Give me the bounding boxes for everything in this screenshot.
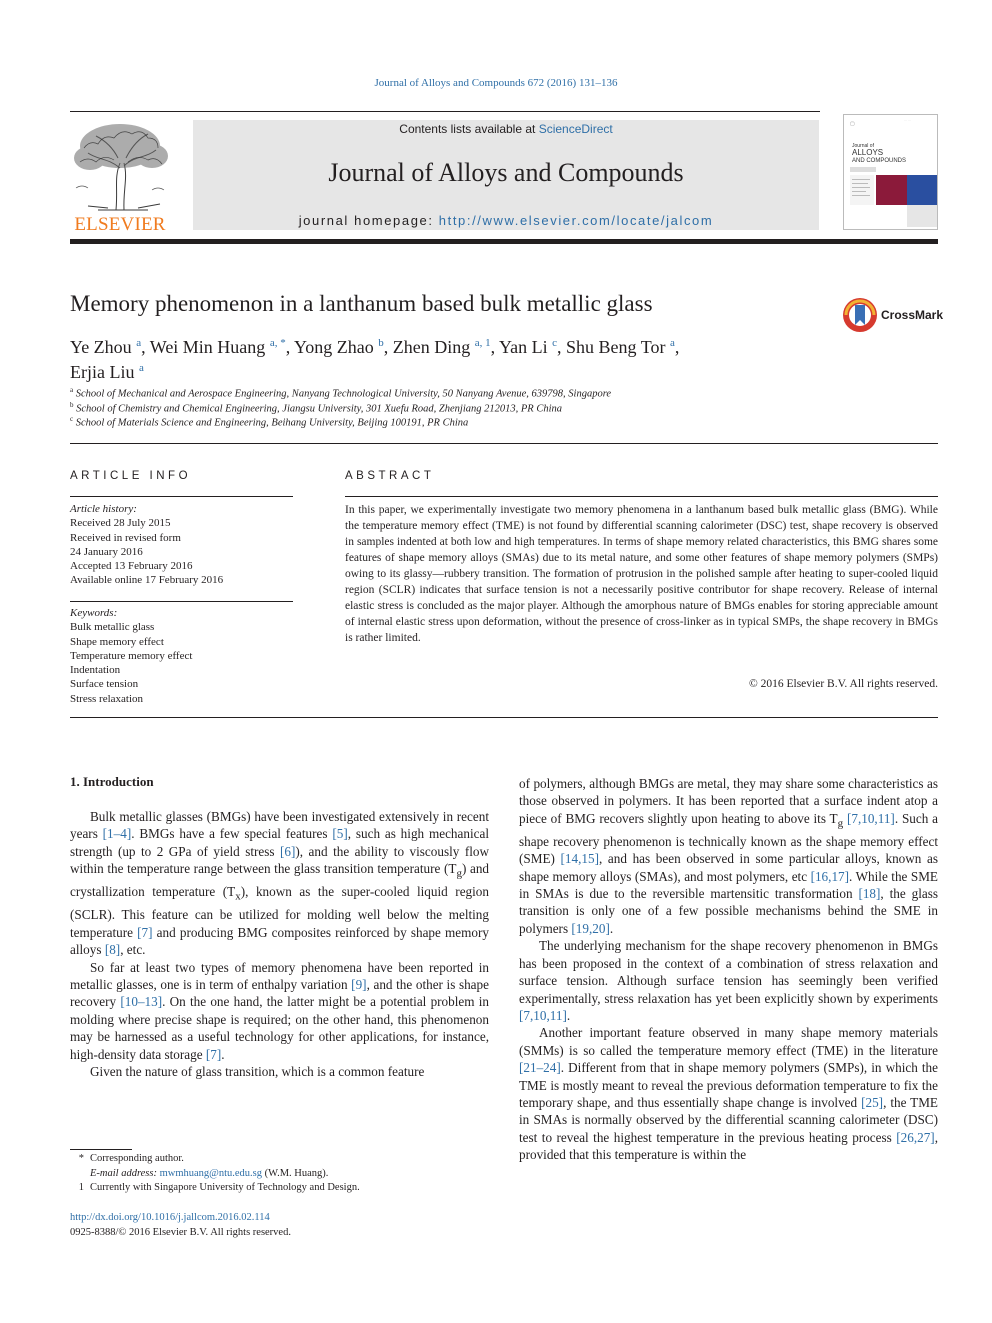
body-column-left: [70, 808, 489, 1080]
author[interactable]: Wei Min Huang $^{a, *}$: [149, 337, 286, 357]
crossmark-badge[interactable]: [841, 296, 944, 336]
citation-link[interactable]: [5]: [332, 826, 348, 842]
cover-line-2: ALLOYS: [852, 148, 884, 157]
divider: [70, 717, 938, 718]
footnote-email: E-mail address: mwmhuang@ntu.edu.sg (W.M. Huang).: [90, 1167, 329, 1179]
footnote-corresponding: * Corresponding author.: [78, 1153, 184, 1164]
journal-reference[interactable]: Journal of Alloys and Compounds 672 (2016) 131–136: [374, 77, 618, 89]
keyword: Temperature memory effect: [70, 649, 193, 662]
history-item: Accepted 13 February 2016: [70, 560, 193, 573]
elsevier-tree-icon: [68, 118, 172, 214]
svg-text:▢: ▢: [850, 121, 855, 127]
paragraph: Bulk metallic glasses (BMGs) have been investigated extensively in recent years [1–4]. BMGs have a few special features [5], such as high mechanical strength (up to 2 GPa of yield stress [6]), and the ability to viscously flow within the temperature range between the glass transition temperature $(T_g)$ and crystallization temperature $(T_x)$, known as the super-cooled liquid region (SCLR). This feature can be utilized for molding well below the melting temperature [7] and producing BMG composites reinforced by shape memory alloys [8], etc.: [70, 809, 490, 958]
section-heading: 1. Introduction: [70, 774, 154, 789]
history-item: Available online 17 February 2016: [70, 574, 224, 587]
keyword: Bulk metallic glass: [70, 621, 155, 634]
citation-link[interactable]: [25]: [861, 1094, 884, 1110]
journal-cover-thumbnail[interactable]: [843, 114, 938, 230]
history-label: Article history:: [70, 503, 137, 515]
svg-text:··· ···: ··· ···: [904, 118, 911, 122]
paragraph: Another important feature observed in many shape memory materials (SMMs) is so called the temperature memory effect (TME) in the literature [21–24]. Different from that in shape memory polymers (SMPs), in which the TME is mostly meant to reveal the previous deformation temperature to fix the temporary shape, and thus essentially shape change is involved [25], the TME in SMAs is normally observed by the differential scanning calorimeter (DSC) test to reveal the highest temperature in the previous heating process [26,27], provided that this temperature is within the: [519, 1025, 938, 1163]
footnote-1: 1 Currently with Singapore University of Technology and Design.: [78, 1182, 360, 1193]
divider: [70, 443, 938, 444]
citation-link[interactable]: [26,27]: [896, 1129, 935, 1145]
article-info-heading: ARTICLE INFO: [70, 470, 192, 482]
keywords: [70, 606, 192, 706]
citation-link[interactable]: [16,17]: [810, 868, 850, 884]
paper-title: Memory phenomenon in a lanthanum based bulk metallic glass: [70, 291, 653, 316]
history-item: 24 January 2016: [70, 545, 143, 558]
divider: [70, 496, 293, 497]
paragraph: of polymers, although BMGs are metal, they may share some characteristics as those observed in polymers. It has been reported that a surface indent atop a piece of BMG recovers slightly upon heating to above its $T_g$ [7,10,11]. Such a shape recovery phenomenon is technically known as the shape memory effect (SME) [14,15], and has been observed in some particular alloys, known as shape memory alloys (SMAs), and most polymers, etc [16,17]. While the SME in SMAs is due to the reversible martensitic transformation [18], the glass transition is only one of a few possible mechanisms behind the SME in polymers [19,20].: [519, 776, 939, 936]
citation-link[interactable]: [1–4]: [102, 826, 132, 842]
citation-link[interactable]: [8]: [104, 942, 121, 958]
citation-link[interactable]: [21–24]: [519, 1060, 561, 1076]
citation-link[interactable]: [10–13]: [120, 994, 163, 1010]
homepage-link[interactable]: http://www.elsevier.com/locate/jalcom: [438, 213, 714, 228]
elsevier-logo: [68, 118, 172, 236]
citation-link[interactable]: [7]: [205, 1046, 222, 1062]
contents-line: [193, 122, 819, 136]
keyword: Stress relaxation: [70, 692, 144, 705]
citation-link[interactable]: [19,20]: [571, 920, 610, 936]
citation-link[interactable]: [18]: [858, 886, 881, 902]
citation-link[interactable]: [7,10,11]: [846, 810, 895, 826]
abstract-copyright: © 2016 Elsevier B.V. All rights reserved.: [749, 678, 938, 690]
abstract-heading: ABSTRACT: [345, 470, 435, 482]
cover-line-3: AND COMPOUNDS: [852, 158, 907, 164]
journal-title: Journal of Alloys and Compounds: [328, 158, 684, 187]
keywords-label: Keywords:: [70, 607, 118, 619]
journal-masthead: [193, 120, 819, 230]
footnote-rule: [70, 1149, 132, 1150]
article-history: [70, 502, 223, 588]
citation-link[interactable]: [7]: [137, 924, 153, 940]
homepage-line: [193, 213, 819, 228]
affiliation: $^a$ School of Mechanical and Aerospace Engineering, Nanyang Technological University, 50 Nanyang Avenue, 639798, Singapore: [70, 386, 612, 400]
affiliation: $^b$ School of Chemistry and Chemical Engineering, Jiangsu University, 301 Xuefu Road, Zhenjiang 212013, PR China: [70, 401, 562, 415]
paragraph: The underlying mechanism for the shape recovery phenomenon in BMGs has been proposed in the context of a combination of stress relaxation and surface tension. Although surface tension has seemingly been verified experimentally, stress relaxation has yet been explicitly shown by experiments [7,10,11].: [519, 938, 938, 1023]
history-item: Received 28 July 2015: [70, 517, 171, 530]
author[interactable]: Zhen Ding $^{a, 1}$: [392, 337, 491, 357]
header-thick-rule: [70, 239, 938, 244]
keyword: Shape memory effect: [70, 635, 164, 648]
divider: [345, 496, 938, 497]
abstract-body: In this paper, we experimentally investigate two memory phenomena in a lanthanum based bulk metallic glass (BMG). While the temperature memory effect (TME) is not found by differential scanning calorimeter (DSC) test, shape recovery is observed in samples indented at both low and high temperatures. In terms of shape memory related characteristics, this BMG shares some features of shape memory alloys (SMAs) due to its metal nature, and some other features of shape memory polymers (SMPs) owing to its glassy—rubbery transition. The formation of protrusion in the polished sample after heating to super-cooled liquid region (SCLR) indicates that surface tension is not a necessarily positive contributor for shape recovery. Release of internal elastic stress is concluded as the major player. Although the amorphous nature of BMGs enables for storing appreciable amount of internal elastic stress upon deformation, without the presence of cross-linker as in typical SMPs, the shape recovery in BMGs is rather limited.: [345, 504, 938, 644]
paragraph: Given the nature of glass transition, which is a common feature: [90, 1063, 425, 1079]
author[interactable]: Erjia Liu $^a$: [70, 362, 144, 382]
contents-prefix: Contents lists available at: [399, 122, 539, 136]
author[interactable]: Ye Zhou $^a$: [70, 337, 142, 357]
citation-link[interactable]: [9]: [351, 976, 367, 992]
keyword: Indentation: [70, 664, 121, 677]
author[interactable]: Shu Beng Tor $^a$: [566, 337, 675, 357]
author[interactable]: Yong Zhao $^b$: [294, 337, 384, 357]
citation-link[interactable]: [7,10,11]: [519, 1007, 567, 1023]
issn-line: 0925-8388/© 2016 Elsevier B.V. All rights reserved.: [70, 1227, 291, 1238]
keyword: Surface tension: [70, 678, 139, 691]
citation-link[interactable]: [6]: [280, 843, 296, 859]
footnotes: [70, 1152, 360, 1196]
homepage-label: journal homepage:: [298, 213, 439, 228]
body-column-right: [519, 775, 938, 1164]
elsevier-wordmark: ELSEVIER: [74, 214, 166, 235]
cover-line-1: Journal of: [852, 143, 874, 149]
author-list: Ye Zhou $^a$, Wei Min Huang $^{a, *}$, Yong Zhao $^b$, Zhen Ding $^{a, 1}$, Yan Li $^c$, Shu Beng Tor $^a$, Erjia Liu $^a$: [70, 337, 680, 382]
crossmark-label: CrossMark: [881, 308, 944, 322]
history-item: Received in revised form: [70, 531, 181, 544]
email-link[interactable]: mwmhuang@ntu.edu.sg: [159, 1167, 263, 1179]
paragraph: So far at least two types of memory phenomena have been reported in metallic glasses, one is in term of enthalpy variation [9], and the other is shape recovery [10–13]. On the one hand, the latter might be a potential problem in molding where precise shape is required; on the other hand, this phenomenon may be harnessed as a useful technology for other applications, for instance, high-density data storage [7].: [70, 959, 489, 1062]
author[interactable]: Yan Li $^c$: [498, 337, 558, 357]
sciencedirect-link[interactable]: ScienceDirect: [538, 122, 613, 136]
divider: [70, 601, 293, 602]
header-rule: [70, 111, 820, 112]
doi-link[interactable]: http://dx.doi.org/10.1016/j.jallcom.2016.02.114: [70, 1212, 270, 1223]
citation-link[interactable]: [14,15]: [560, 851, 599, 867]
affiliation: $^c$ School of Materials Science and Engineering, Beihang University, Beijing 100191, PR China: [70, 415, 469, 429]
